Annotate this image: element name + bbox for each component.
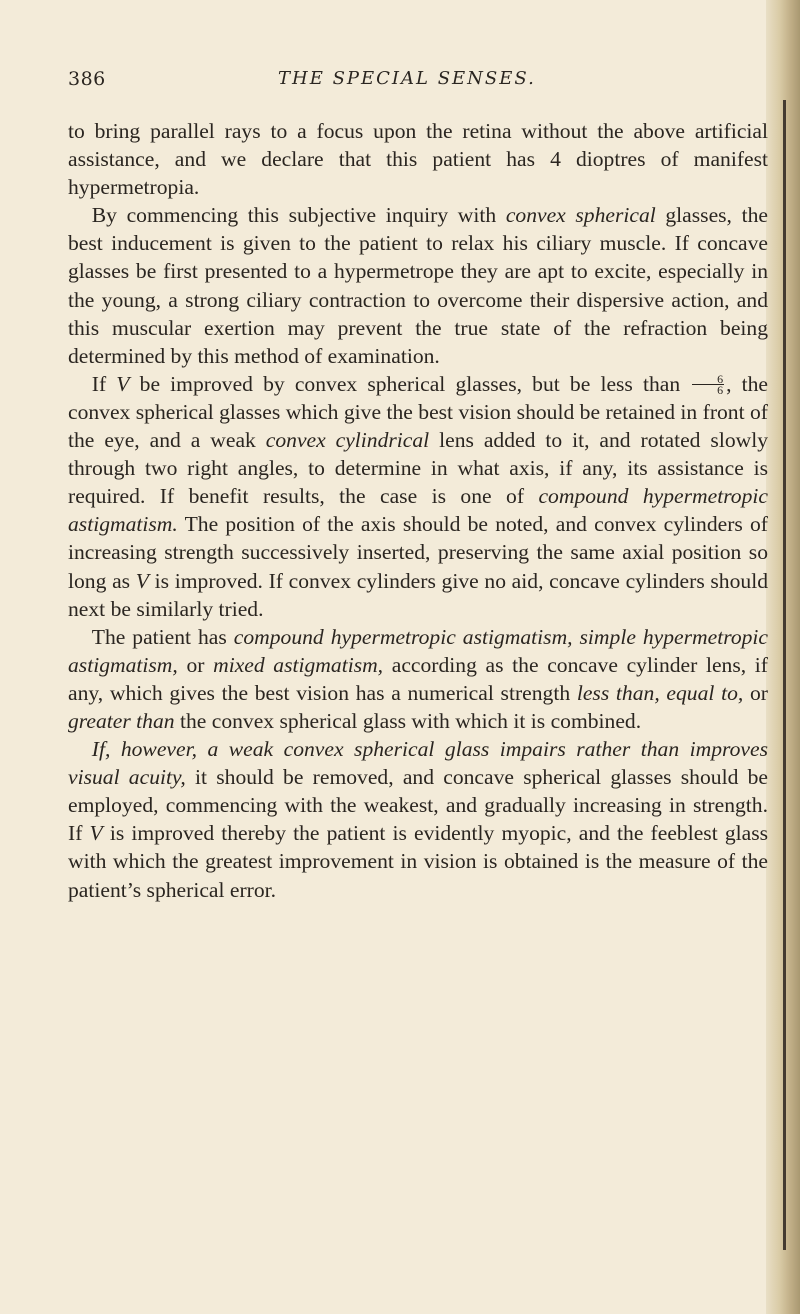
fraction-numerator: 6 <box>692 374 724 385</box>
paragraph-3: If V be improved by convex spherical glasses, but be less than $\frac{6}{6}$ , the convex spherical glasses which give the best vision should be retained in front of the eye, and a weak convex cylindrical lens added to it, and rotated slowly through two right angles, to determine in what axis, if any, its assistance is required. If benefit results, the case is one of compound hypermetropic astigmatism. The position of the axis should be noted, and convex cylinders of increasing strength successively inserted, preserving the same axial position so long as V is improved. If convex cylinders give no aid, concave cylinders should next be similarly tried. <box>68 371 769 621</box>
body-text <box>68 117 768 904</box>
paragraph-5: If, however, a weak convex spherical glass impairs rather than improves visual acuity, it should be removed, and concave spherical glasses should be employed, commencing with the weakest, and gradually increasing in strength. If V is improved thereby the patient is evidently myopic, and the feeblest glass with which the greatest improvement in vision is obtained is the measure of the patient’s spherical error. <box>68 737 769 902</box>
paragraph-2: By commencing this subjective inquiry with convex spherical glasses, the best inducement is given to the patient to relax his ciliary muscle. If concave glasses be first presented to a hypermetrope they are apt to excite, especially in the young, a strong ciliary contraction to overcome their dispersive action, and this muscular exertion may prevent the true state of the refraction being determined by this method of examination. <box>68 203 768 368</box>
binding-edge-line <box>783 100 786 1250</box>
variable-v: V <box>89 821 103 846</box>
fraction-denominator: 6 <box>717 382 724 397</box>
emphasis: greater than <box>68 708 175 733</box>
emphasis: compound hypermetropic astigmatism, <box>233 624 573 649</box>
paragraph-4: The patient has compound hypermetropic astigmatism, simple hypermetropic astigmatism, or mixed astigmatism, according as the concave cylinder lens, if any, which gives the best vision has a numerical strength less than, equal to, or greater than the convex spherical glass with which it is combined. <box>68 624 768 733</box>
emphasis: compound hypermetropic astigmatism. <box>68 484 768 537</box>
emphasis: simple hypermetropic astigmatism, <box>68 624 768 677</box>
emphasis: less than, equal to, <box>576 680 744 705</box>
page-header <box>68 68 768 98</box>
variable-v: V <box>135 568 149 593</box>
emphasis: If, however, a weak convex spherical glass impairs rather than improves visual acuity, <box>68 737 768 790</box>
emphasis: convex spherical <box>505 203 656 228</box>
fraction <box>692 371 724 397</box>
paragraph-1: to bring parallel rays to a focus upon the retina without the above artificial assistance, and we declare that this patient has 4 dioptres of manifest hypermetropia. <box>68 119 768 200</box>
running-head: THE SPECIAL SENSES. <box>278 68 536 89</box>
variable-v: V <box>116 371 130 396</box>
emphasis: convex cylindrical <box>265 428 430 453</box>
emphasis: mixed astigmatism, <box>213 652 384 677</box>
page-number: 386 <box>68 68 106 90</box>
